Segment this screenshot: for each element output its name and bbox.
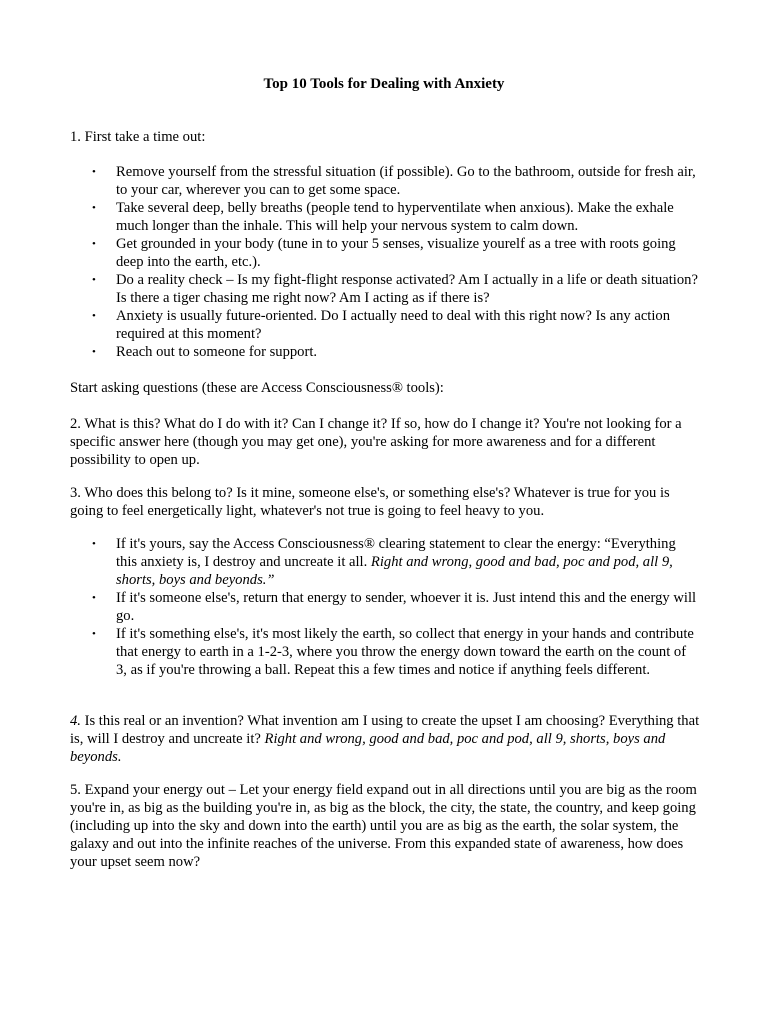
- section-3-bullet-list: [0, 535, 768, 679]
- section-4-number: 4.: [70, 713, 81, 729]
- section-4-text: Is this real or an invention? What invention am I using to create the upset I am choosing? Everything that is, will I destroy and uncreate it?: [70, 713, 700, 747]
- list-item: [0, 271, 700, 307]
- bullet-icon: •: [92, 166, 96, 178]
- list-item-text: Anxiety is usually future-oriented. Do I actually need to deal with this right now? Is any action required at this moment?: [116, 308, 671, 342]
- list-item: [0, 625, 700, 679]
- list-item-text: If it's something else's, it's most likely the earth, so collect that energy in your hands and contribute that energy to earth in a 1-2-3, where you throw the energy down toward the earth on the count of 3, as if you're throwing a ball. Repeat this a few times and notice if anything feels different.: [116, 626, 694, 678]
- list-item: [0, 343, 700, 361]
- bullet-icon: •: [92, 310, 96, 322]
- list-item: [0, 235, 700, 271]
- list-item-text: Reach out to someone for support.: [116, 344, 318, 360]
- list-item: [0, 163, 700, 199]
- bullet-icon: •: [92, 628, 96, 640]
- page-title: Top 10 Tools for Dealing with Anxiety: [263, 76, 505, 92]
- list-item-text: Remove yourself from the stressful situation (if possible). Go to the bathroom, outside for fresh air, to your car, wherever you can to get some space.: [116, 164, 696, 198]
- bullet-icon: •: [92, 202, 96, 214]
- section-5-paragraph: 5. Expand your energy out – Let your energy field expand out in all directions until you are big as the room you're in, as big as the building you're in, as big as the block, the city, the state, the country, and keep going (including up into the sky and down into the earth) until you are as big as the earth, the solar system, the galaxy and out into the infinite reaches of the universe. From this expanded state of awareness, how does your upset seem now?: [70, 782, 697, 870]
- bullet-icon: •: [92, 238, 96, 250]
- list-item: [0, 589, 700, 625]
- list-item: [0, 307, 700, 343]
- list-item: [0, 199, 700, 235]
- list-item-text: Get grounded in your body (tune in to your 5 senses, visualize yourelf as a tree with roots going deep into the earth, etc.).: [116, 236, 676, 270]
- section-4-paragraph: [70, 712, 700, 766]
- list-item-text: If it's someone else's, return that energy to sender, whoever it is. Just intend this and the energy will go.: [116, 590, 697, 624]
- list-item-italic-text: Right and wrong, good and bad, poc and pod, all 9, shorts, boys and beyonds.”: [116, 554, 673, 588]
- section-1-heading: 1. First take a time out:: [70, 129, 206, 145]
- bullet-icon: •: [92, 346, 96, 358]
- bullet-icon: •: [92, 592, 96, 604]
- list-item-text: Take several deep, belly breaths (people tend to hyperventilate when anxious). Make the exhale much longer than the inhale. This will help your nervous system to calm down.: [116, 200, 674, 234]
- list-item: [0, 535, 700, 589]
- list-item-text: If it's yours, say the Access Consciousness® clearing statement to clear the energy: “Everything this anxiety is, I destroy and uncreate it all.: [116, 536, 676, 570]
- section-2-paragraph: 2. What is this? What do I do with it? Can I change it? If so, how do I change it? You're not looking for a specific answer here (though you may get one), you're asking for more awareness and for a different possibility to open up.: [70, 416, 682, 468]
- section-3-paragraph: 3. Who does this belong to? Is it mine, someone else's, or something else's? Whatever is true for you is going to feel energetically light, whatever's not true is going to feel heavy to you.: [70, 485, 670, 519]
- bullet-icon: •: [92, 274, 96, 286]
- section-4-italic-text: Right and wrong, good and bad, poc and pod, all 9, shorts, boys and beyonds.: [70, 731, 666, 765]
- section-2-intro: Start asking questions (these are Access Consciousness® tools):: [70, 380, 444, 396]
- bullet-icon: •: [92, 538, 96, 550]
- list-item-text: Do a reality check – Is my fight-flight response activated? Am I actually in a life or death situation? Is there a tiger chasing me right now? Am I acting as if there is?: [116, 272, 698, 306]
- section-1-bullet-list: [0, 163, 768, 361]
